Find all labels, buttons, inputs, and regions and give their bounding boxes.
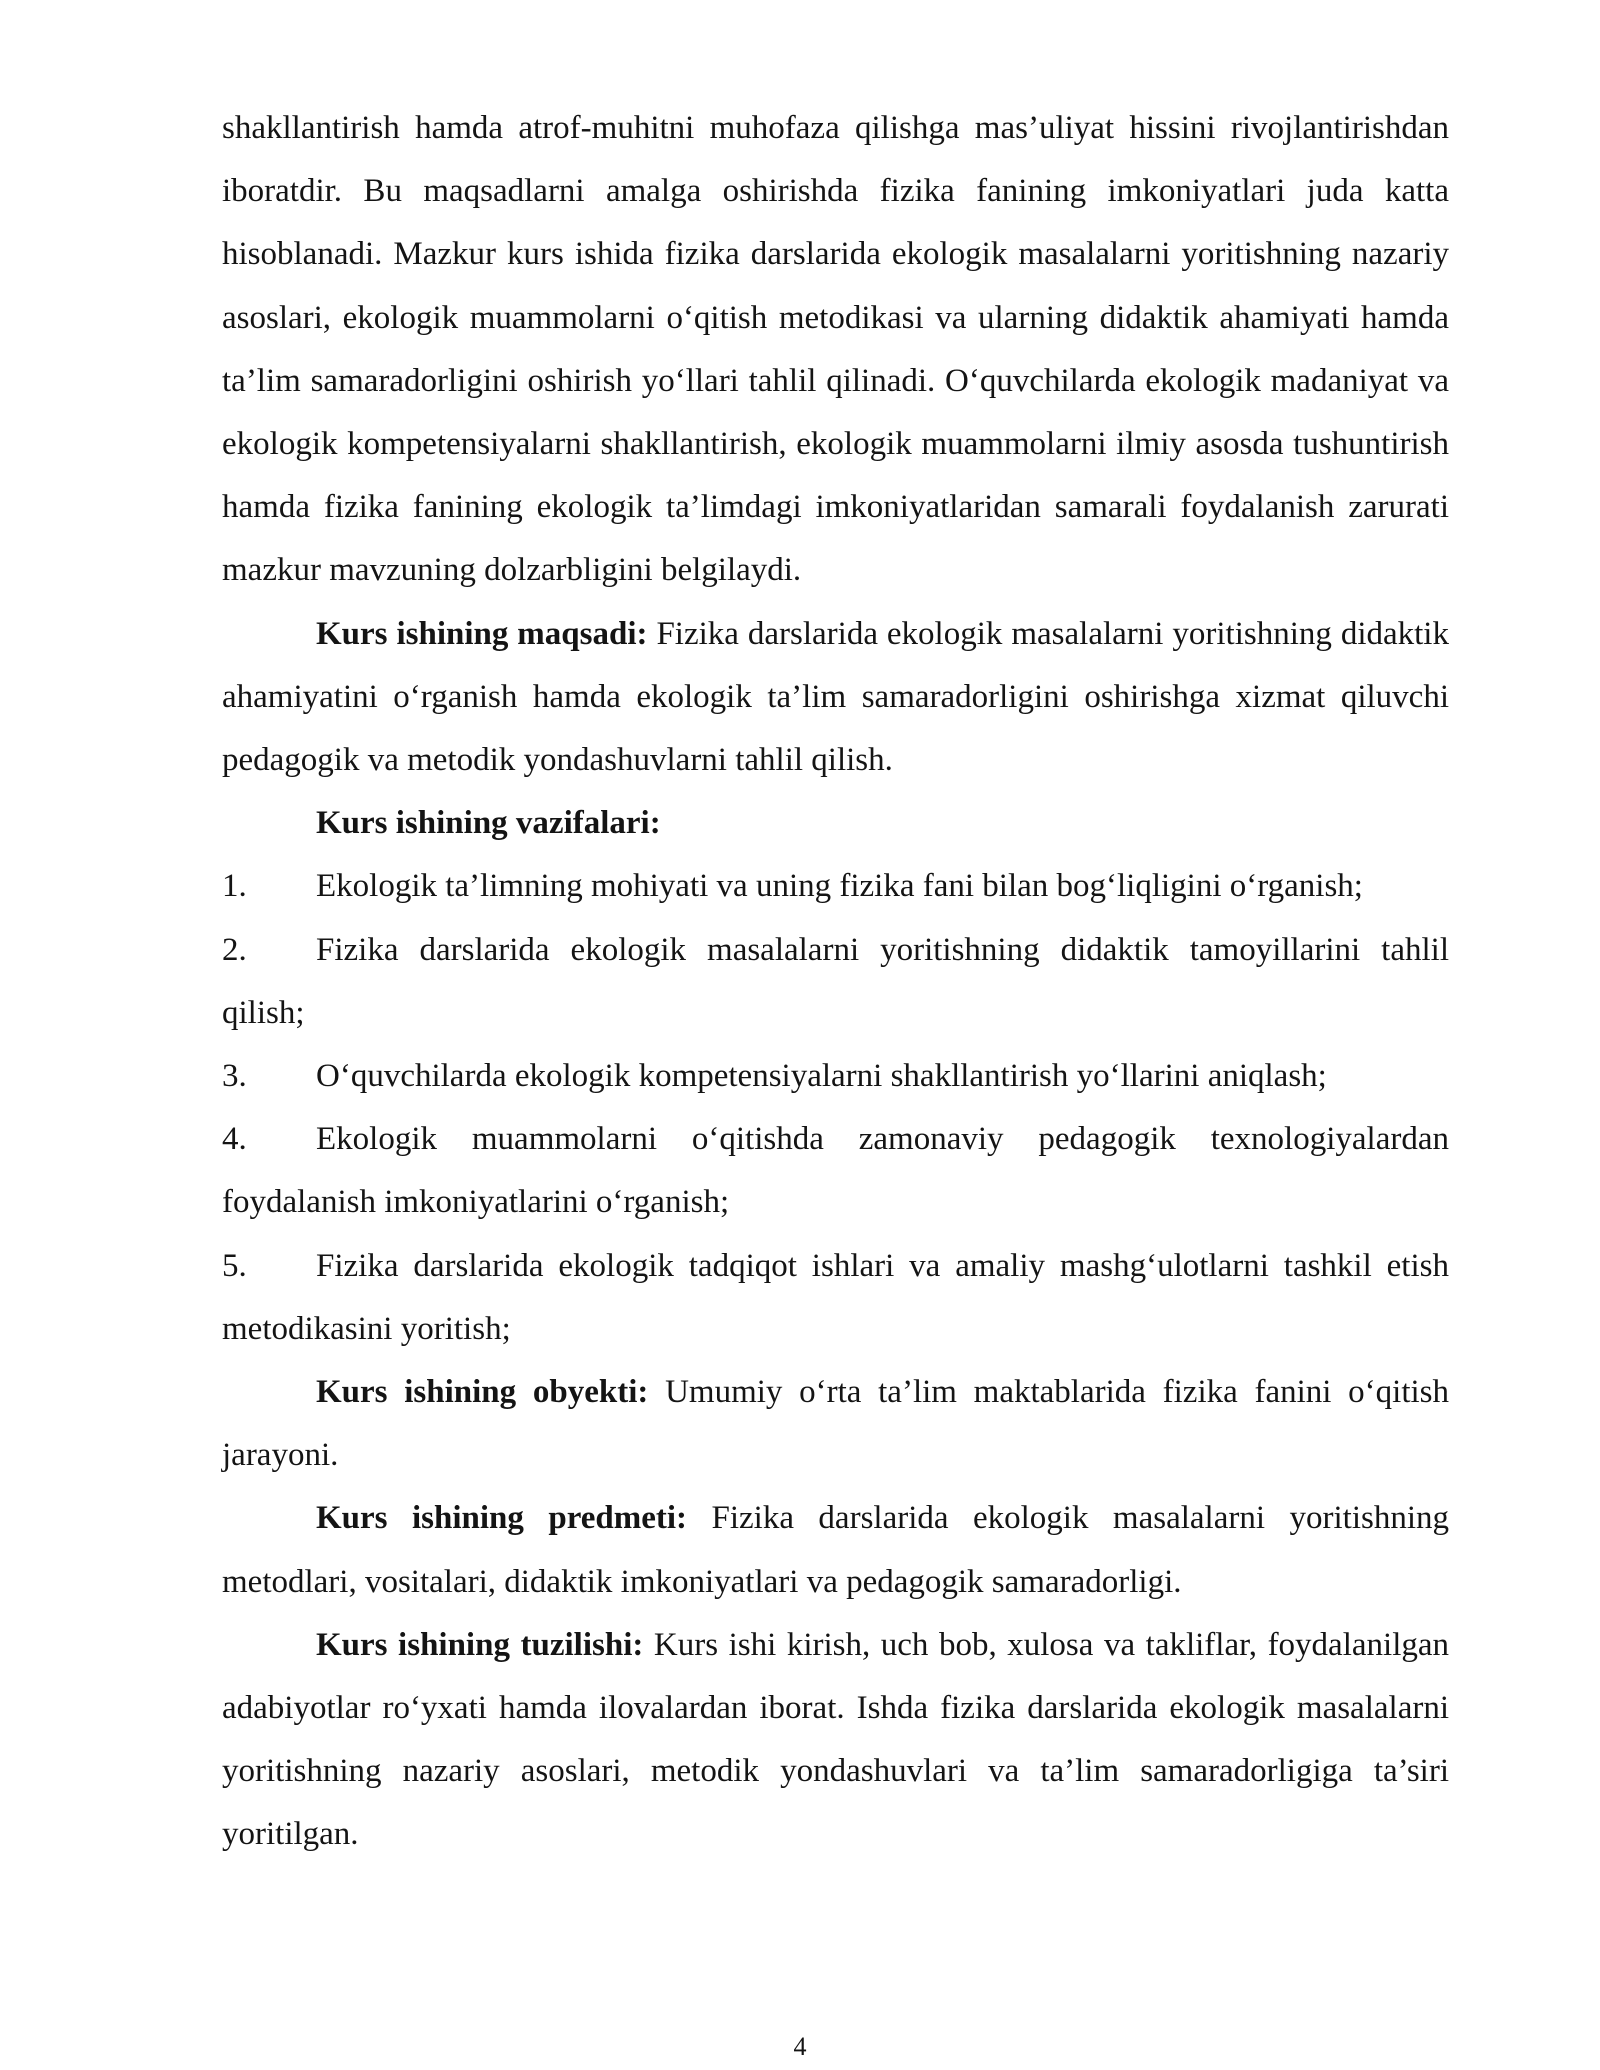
- subject-paragraph: [222, 1487, 1449, 1613]
- page-number: 4: [793, 2032, 807, 2061]
- list-item-number: 3.: [222, 1058, 247, 1095]
- tasks-label: Kurs ishining vazifalari:: [316, 805, 661, 842]
- structure-text: Kurs ishi kirish, uch bob, xulosa va takliflar, foydalanilgan adabiyotlar ro‘yxati hamda ilovalardan iborat. Ishda fizika darslarida ekologik masalalarni yoritishning nazariy asoslari, metodik yondashuvlari va ta’lim samaradorligiga ta’siri yoritilgan.: [222, 1626, 1450, 1853]
- list-item-text: Ekologik ta’limning mohiyati va uning fizika fani bilan bog‘liqligini o‘rganish;: [316, 868, 1363, 905]
- object-text: Umumiy o‘rta ta’lim maktablarida fizika fanini o‘qitish jarayoni.: [222, 1374, 1450, 1474]
- structure-paragraph: [222, 1614, 1449, 1867]
- subject-text: Fizika darslarida ekologik masalalarni yoritishning metodlari, vositalari, didaktik imkoniyatlari va pedagogik samaradorligi.: [222, 1500, 1449, 1600]
- goal-paragraph: [222, 603, 1449, 793]
- object-label: Kurs ishining obyekti:: [316, 1374, 649, 1411]
- goal-label: Kurs ishining maqsadi:: [316, 615, 648, 652]
- object-paragraph: [222, 1361, 1449, 1487]
- list-item-text: Fizika darslarida ekologik masalalarni yoritishning didaktik tamoyillarini tahlil qilish;: [222, 931, 1449, 1031]
- list-item-number: 4.: [222, 1121, 247, 1158]
- goal-text: Fizika darslarida ekologik masalalarni yoritishning didaktik ahamiyatini o‘rganish hamda ekologik ta’lim samaradorligini oshirishga xizmat qiluvchi pedagogik va metodik yondashuvlarni tahlil qilish.: [222, 615, 1449, 779]
- list-item-number: 2.: [222, 931, 247, 968]
- list-item: [222, 1045, 1449, 1108]
- list-item-text: O‘quvchilarda ekologik kompetensiyalarni shakllantirish yo‘llarini aniqlash;: [316, 1058, 1327, 1095]
- list-item-number: 1.: [222, 868, 247, 905]
- list-item: [222, 1108, 1449, 1234]
- document-page: [222, 97, 1449, 1867]
- structure-label: Kurs ishining tuzilishi:: [316, 1626, 644, 1663]
- list-item: [222, 1235, 1449, 1361]
- intro-paragraph: shakllantirish hamda atrof-muhitni muhofaza qilishga mas’uliyat hissini rivojlantirishdan iboratdir. Bu maqsadlarni amalga oshirishda fizika fanining imkoniyatlari juda katta hisoblanadi. Mazkur kurs ishida fizika darslarida ekologik masalalarni yoritishning nazariy asoslari, ekologik muammolarni o‘qitish metodikasi va ularning didaktik ahamiyati hamda ta’lim samaradorligini oshirish yo‘llari tahlil qilinadi. O‘quvchilarda ekologik madaniyat va ekologik kompetensiyalarni shakllantirish, ekologik muammolarni ilmiy asosda tushuntirish hamda fizika fanining ekologik ta’limdagi imkoniyatlaridan samarali foydalanish zarurati mazkur mavzuning dolzarbligini belgilaydi.: [222, 110, 1449, 589]
- list-item-text: Ekologik muammolarni o‘qitishda zamonaviy pedagogik texnologiyalardan foydalanish imkoniyatlarini o‘rganish;: [222, 1121, 1449, 1221]
- list-item-text: Fizika darslarida ekologik tadqiqot ishlari va amaliy mashg‘ulotlarni tashkil etish metodikasini yoritish;: [222, 1247, 1449, 1347]
- subject-label: Kurs ishining predmeti:: [316, 1500, 688, 1537]
- list-item-number: 5.: [222, 1247, 247, 1284]
- list-item: [222, 919, 1449, 1045]
- list-item: [222, 855, 1449, 918]
- tasks-list: [222, 855, 1449, 1361]
- tasks-heading: [222, 792, 1449, 855]
